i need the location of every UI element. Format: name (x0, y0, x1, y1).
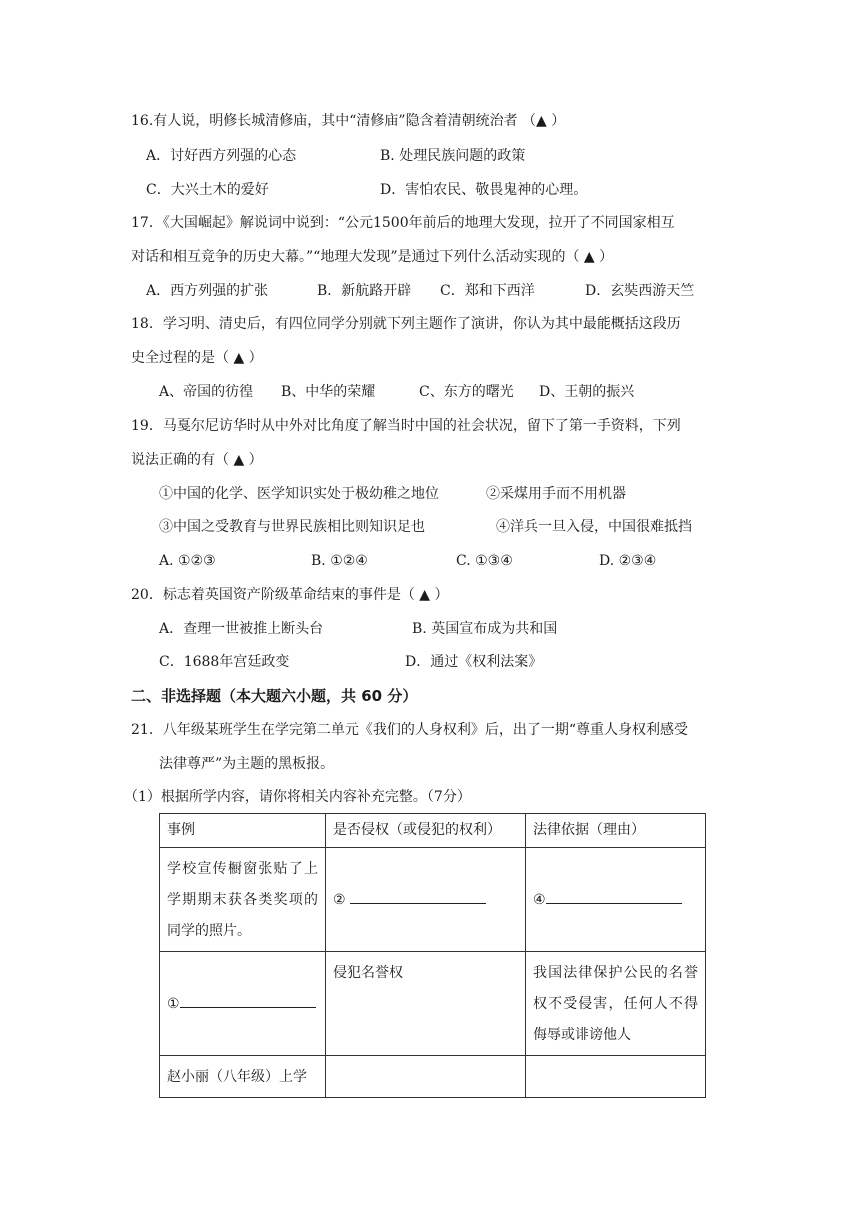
table-header-row (160, 814, 706, 848)
answer-blank[interactable] (546, 889, 682, 904)
q19-statement-3: ③中国之受教育与世界民族相比则知识足也 (159, 519, 425, 535)
table-cell (526, 848, 706, 952)
answer-table (159, 813, 706, 1098)
q16-option-b: B. 处理民族问题的政策 (380, 148, 526, 164)
q21-stem-line1: 21．八年级某班学生在学完第二单元《我们的人身权利》后，出了一期“尊重人身权利感受 (131, 722, 688, 738)
q19-option-b: B. ①②④ (311, 553, 368, 569)
q17-stem-line2: 对话和相互竞争的历史大幕。”“地理大发现”是通过下列什么活动实现的（ ▲ ） (131, 249, 614, 265)
q19-stem-line1: 19．马戛尔尼访华时从中外对比角度了解当时中国的社会状况，留下了第一手资料，下列 (131, 418, 681, 434)
table-cell (526, 1056, 706, 1098)
table-row (160, 952, 706, 1056)
q16-option-d: D．害怕农民、敬畏鬼神的心理。 (380, 182, 588, 198)
table-header-cell: 法律依据（理由） (526, 814, 706, 848)
q17-option-c: C．郑和下西洋 (440, 283, 535, 299)
q20-option-d: D．通过《权利法案》 (405, 654, 543, 670)
q20-option-c: C．1688年宫廷政变 (159, 654, 290, 670)
q21-stem-line2: 法律尊严”为主题的黑板报。 (159, 756, 335, 772)
q17-option-b: B．新航路开辟 (317, 283, 412, 299)
q17-option-a: A．西方列强的扩张 (146, 283, 269, 299)
table-cell (160, 952, 326, 1056)
q16-option-c: C．大兴土木的爱好 (146, 182, 269, 198)
table-cell (160, 848, 326, 952)
table-row (160, 1056, 706, 1098)
violated-right-text: 侵犯名誉权 (333, 965, 403, 981)
q19-option-a: A. ①②③ (159, 553, 216, 569)
q19-statement-4: ④洋兵一旦入侵，中国很难抵挡 (496, 519, 692, 535)
q16-stem: 16.有人说，明修长城清修庙，其中“清修庙”隐含着清朝统治者 （▲ ） (131, 113, 566, 129)
q17-option-d: D．玄奘西游天竺 (585, 283, 695, 299)
q18-option-c: C、东方的曙光 (419, 384, 514, 400)
table-cell (326, 952, 526, 1056)
q18-option-b: B、中华的荣耀 (281, 384, 376, 400)
q19-option-c: C. ①③④ (456, 553, 513, 569)
q19-option-d: D. ②③④ (599, 553, 657, 569)
section-heading: 二、非选择题（本大题六小题，共 60 分） (131, 687, 418, 705)
q20-option-b: B. 英国宣布成为共和国 (412, 621, 558, 637)
q21-subquestion-1: （1）根据所学内容，请你将相关内容补充完整。（7分） (124, 789, 471, 805)
example-text: 赵小丽（八年级）上学 (167, 1069, 307, 1085)
table-cell (326, 848, 526, 952)
table-cell (160, 1056, 326, 1098)
q17-stem-line1: 17．《大国崛起》解说词中说到：“公元1500年前后的地理大发现，拉开了不同国家相互 (131, 215, 675, 231)
answer-blank[interactable] (350, 889, 486, 904)
answer-blank[interactable] (180, 993, 316, 1008)
table-row (160, 848, 706, 952)
q19-statement-1: ①中国的化学、医学知识实处于极幼稚之地位 (159, 486, 439, 502)
table-header-cell: 事例 (160, 814, 326, 848)
legal-basis-text: 我国法律保护公民的名誉权不受侵害，任何人不得侮辱或诽谤他人 (533, 965, 698, 1043)
q19-statement-2: ②采煤用手而不用机器 (486, 486, 626, 502)
answer-marker: ④ (533, 892, 546, 908)
answer-marker: ② (333, 892, 346, 908)
table-cell (326, 1056, 526, 1098)
q18-option-a: A、帝国的彷徨 (159, 384, 254, 400)
q20-stem: 20．标志着英国资产阶级革命结束的事件是（ ▲ ） (131, 587, 449, 603)
answer-marker: ① (167, 996, 180, 1012)
table-header-cell: 是否侵权（或侵犯的权利） (326, 814, 526, 848)
q18-stem-line1: 18．学习明、清史后，有四位同学分别就下列主题作了演讲，你认为其中最能概括这段历 (131, 316, 681, 332)
table-cell (526, 952, 706, 1056)
q16-option-a: A．讨好西方列强的心态 (146, 148, 297, 164)
q20-option-a: A．查理一世被推上断头台 (159, 621, 324, 637)
example-text: 学校宣传橱窗张贴了上学期期末获各类奖项的同学的照片。 (167, 861, 318, 939)
q19-stem-line2: 说法正确的有（ ▲ ） (131, 452, 263, 468)
q18-stem-line2: 史全过程的是（ ▲ ） (131, 350, 263, 366)
q18-option-d: D、王朝的振兴 (539, 384, 635, 400)
